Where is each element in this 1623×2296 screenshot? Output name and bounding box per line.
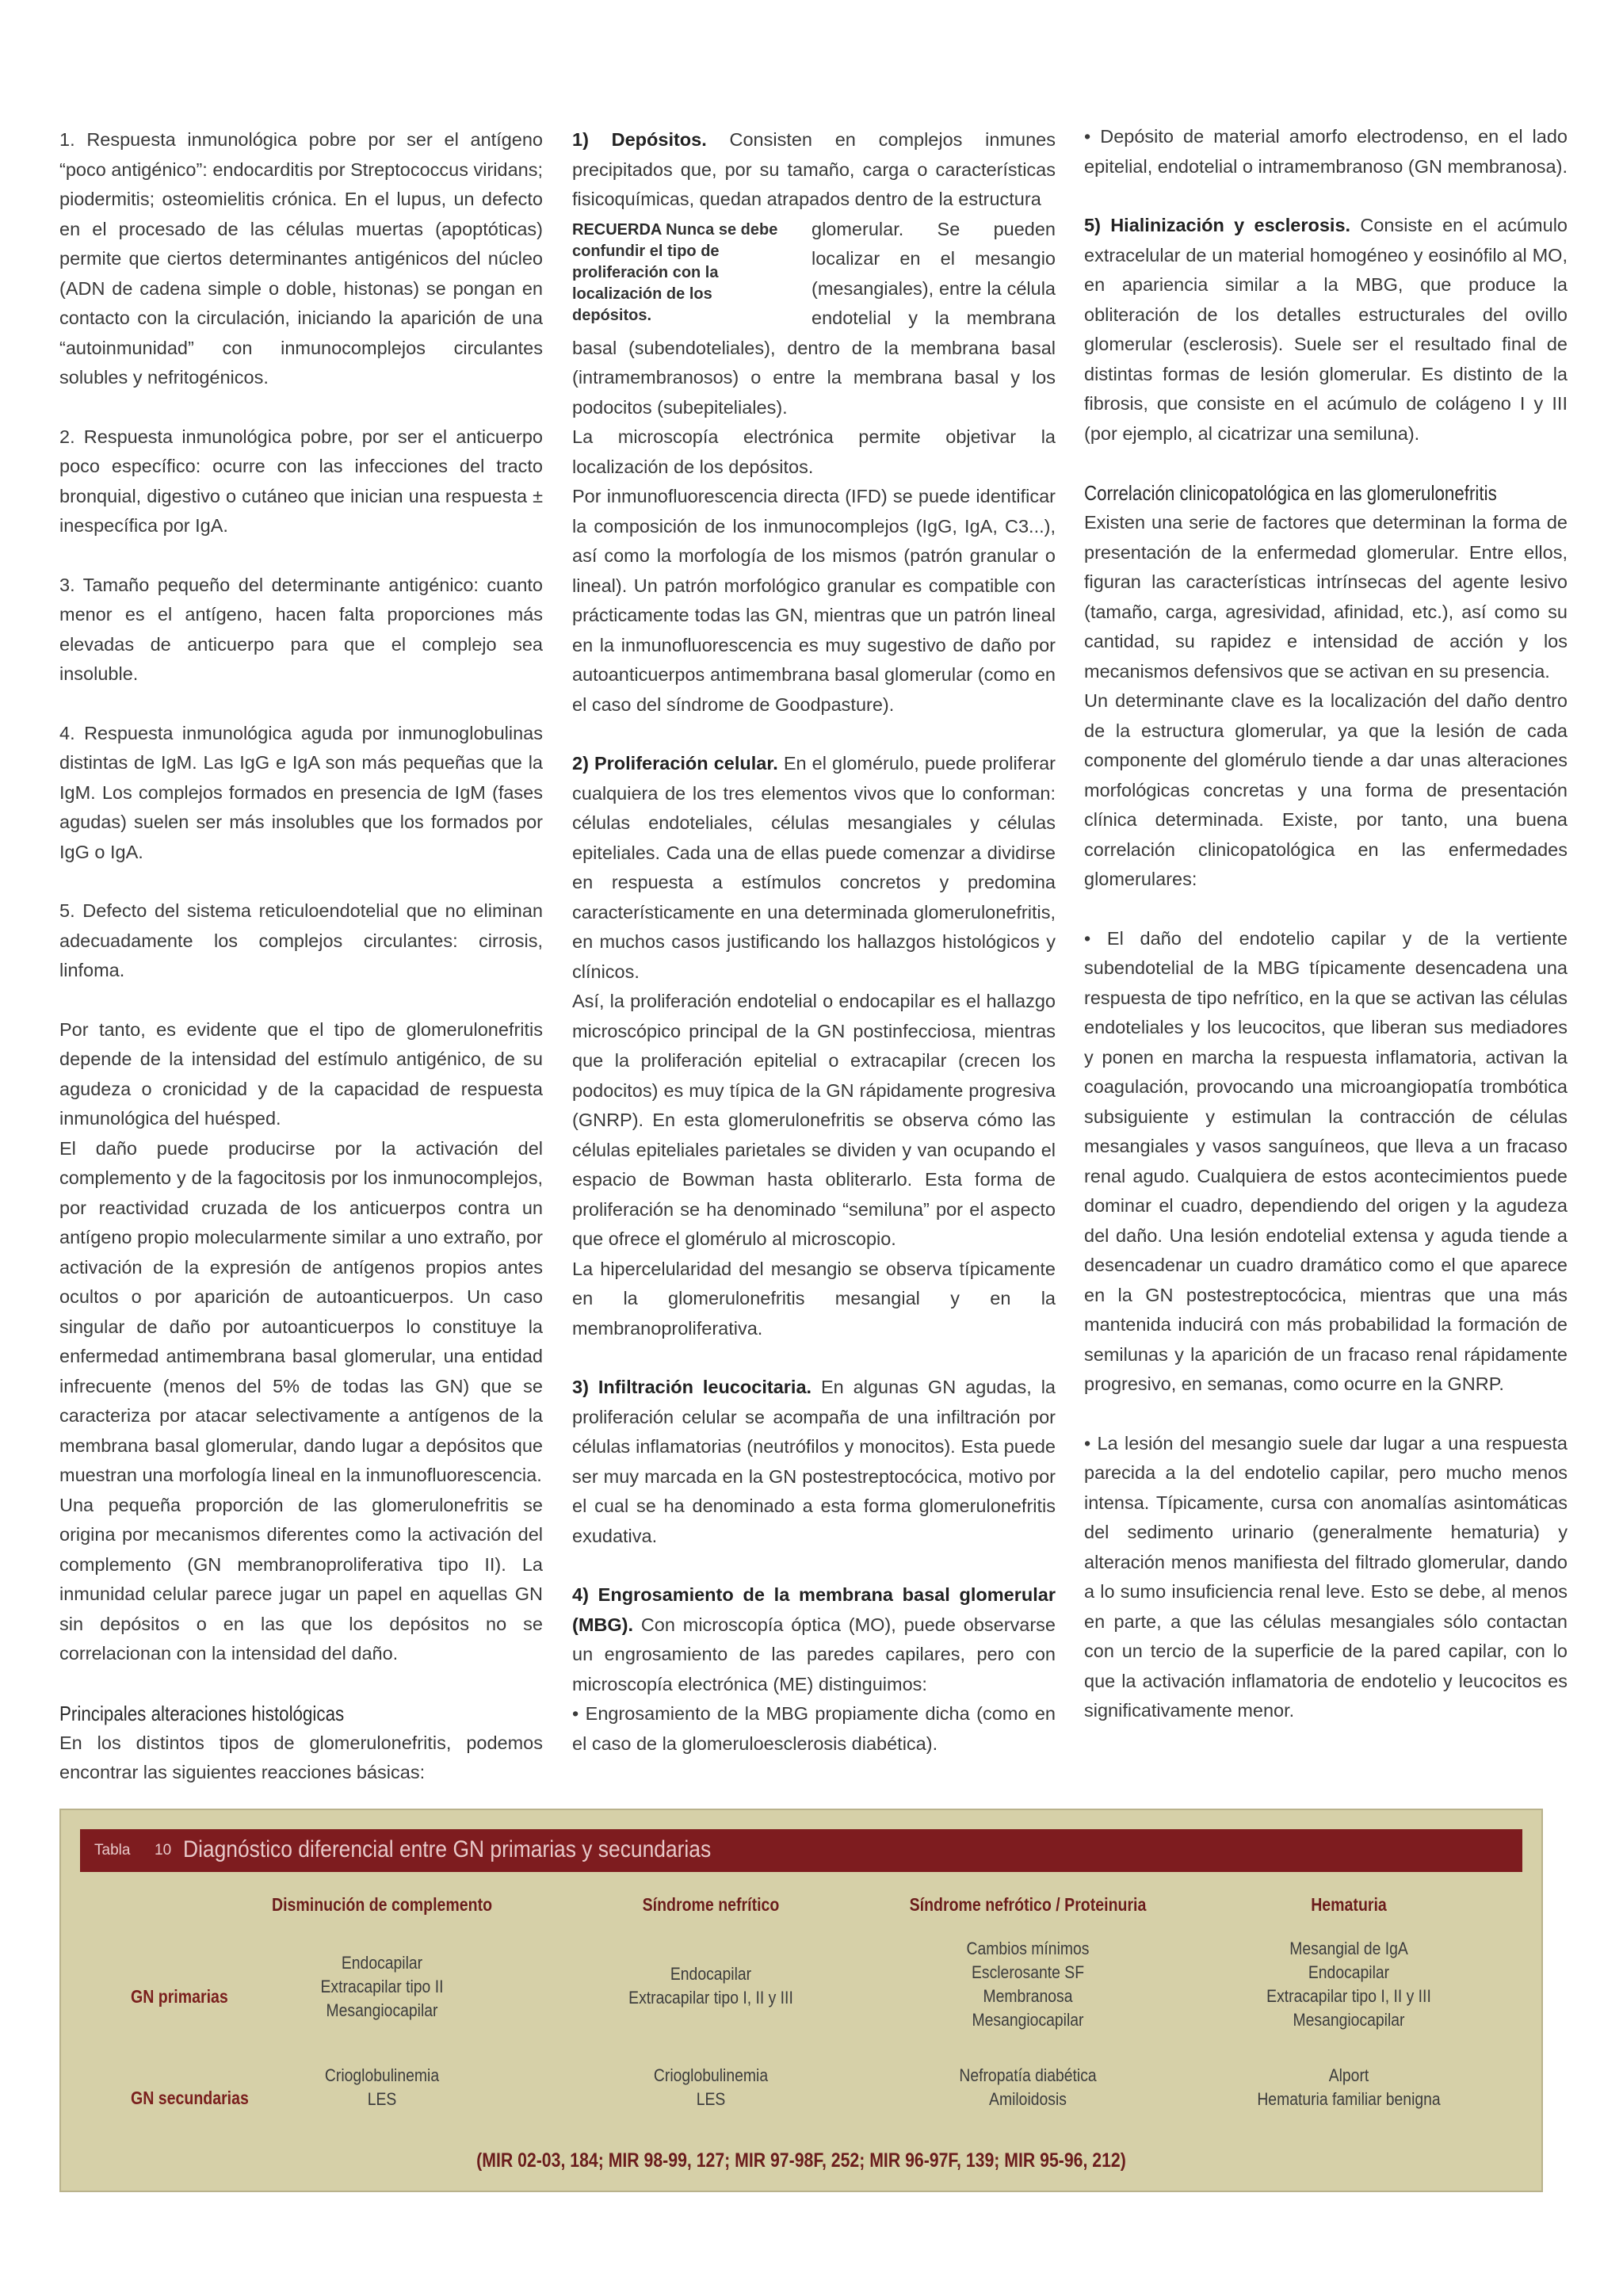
table-cell: Nefropatía diabética Amiloidosis (959, 2065, 1097, 2109)
paragraph: 5. Defecto del sistema reticuloendotelial que no eliminan adecuadamente los complejos circulantes: cirrosis, linfoma. (59, 900, 543, 980)
paragraph: La microscopía electrónica permite objetivar la localización de los depósitos. (572, 426, 1056, 477)
paragraph: 4. Respuesta inmunológica aguda por inmunoglobulinas distintas de IgM. Las IgG e IgA son más pequeñas que la IgM. Los complejos formados en presencia de IgM (fases agudas) suelen ser más insolubles que los formados por IgG o IgA. (59, 722, 543, 862)
paragraph-text: Con microscopía óptica (MO), puede observarse un engrosamiento de las paredes capilares, pero con microscopía electrónica (ME) distinguimos: (572, 1614, 1056, 1694)
paragraph: 1. Respuesta inmunológica pobre por ser el antígeno “poco antigénico”: endocarditis por Streptococcus viridans; piodermitis; osteomielitis crónica. En el lupus, un defecto en el procesado de las células muertas (apoptóticas) permite que ciertos determinantes antigénicos del núcleo (ADN de cadena simple o doble, histonas) se pongan en contacto con la circulación, iniciando la aparición de una “autoinmunidad” con inmunocomplejos circulantes solubles y nefritogénicos. (59, 129, 544, 388)
table-cell: Mesangial de IgA Endocapilar Extracapilar tipo I, II y III Mesangiocapilar (1266, 1939, 1431, 2030)
paragraph-infiltracion (572, 1373, 1056, 1551)
subheading: 5) Hialinización y esclerosis. (1084, 215, 1351, 235)
table-cell: Endocapilar Extracapilar tipo II Mesangiocapilar (320, 1953, 444, 2020)
paragraph: 3. Tamaño pequeño del determinante antigénico: cuanto menor es el antígeno, hacen falta proporciones más elevadas de anticuerpo para que el complejo sea insoluble. (59, 574, 543, 684)
paragraph: Una pequeña proporción de las glomerulonefritis se origina por mecanismos diferentes como la activación del complemento (GN membranoproliferativa tipo II). La inmunidad celular parece jugar un papel en aquellas GN sin depósitos o en las que los depósitos no se correlacionan con la intensidad del daño. (59, 1494, 543, 1664)
section-title: Correlación clinicopatológica en las glomerulonefritis (1084, 481, 1497, 505)
paragraph-text: Consisten en complejos inmunes precipitados que, por su tamaño, carga o características fisicoquímicas, quedan atrapados dentro de la estructura (572, 129, 1056, 209)
paragraph-text: Consiste en el acúmulo extracelular de un material homogéneo y eosinófilo al MO, en apariencia similar a la MBG, que produce la obliteración de los detalles estructurales del ovillo glomerular (esclerosis). Suele ser el resultado final de distintas formas de lesión glomerular. Es distinto de la fibrosis, que consiste en el acúmulo de colágeno I y III (por ejemplo, al cicatrizar una semiluna). (1084, 215, 1568, 444)
bullet-item: • Depósito de material amorfo electrodenso, en el lado epitelial, endotelial o intramembranoso (GN membranosa). (1084, 126, 1568, 177)
bullet-item: • La lesión del mesangio suele dar lugar a una respuesta parecida a la del endotelio capilar, pero mucho menos intensa. Típicamente, cursa con anomalías asintomáticas del sedimento urinario (generalmente hematuria) y alteración menos manifiesta del filtrado glomerular, dando a lo sumo insuficiencia renal leve. Esto se debe, al menos en parte, a que las células mesangiales sólo contactan con un tercio de la superficie de la pared capilar, con lo que la activación inflamatoria de endotelio y leucocitos es significativamente menor. (1084, 1432, 1568, 1721)
subheading: 2) Proliferación celular. (572, 753, 778, 774)
paragraph: En los distintos tipos de glomerulonefritis, podemos encontrar las siguientes reacciones básicas: (59, 1732, 543, 1782)
paragraph-text: En el glomérulo, puede proliferar cualquiera de los tres elementos vivos que lo conforman: células endoteliales, células mesangiales y células epiteliales. Cada una de ellas puede comenzar a dividirse en respuesta a estímulos concretos y predomina característicamente en una determinada glomerulonefritis, en muchos casos justificando los hallazgos histológicos y clínicos. (572, 753, 1056, 982)
table-number: 10 (155, 1842, 172, 1859)
table-cell: Crioglobulinemia LES (653, 2065, 769, 2109)
subheading: 1) Depósitos. (572, 129, 707, 150)
bullet-item: • El daño del endotelio capilar y de la vertiente subendotelial de la MBG típicamente desencadena una respuesta de tipo nefrítico, en la que se activan las células endoteliales y los leucocitos, que liberan sus mediadores y ponen en marcha la respuesta inflamatoria, activan la coagulación, provocando una microangiopatía trombótica subsiguiente y estimulan la contracción de células mesangiales y vasos sanguíneos, que lleva a un fracaso renal agudo. Cualquiera de estos acontecimientos puede dominar el cuadro, dependiendo del origen y la agudeza del daño. Una lesión endotelial extensa y aguda tiende a desencadenar un cuadro dramático como el que aparece en la GN postestreptocócica, mientras que una más mantenida inducirá con más probabilidad la formación de semilunas y la aparición de un fracaso renal rápidamente progresivo, en semanas, como ocurre en la GNRP. (1084, 927, 1568, 1394)
mir-references: (MIR 02-03, 184; MIR 98-99, 127; MIR 97-98F, 252; MIR 96-97F, 139; MIR 95-96, 212) (476, 2149, 1126, 2172)
subheading: 3) Infiltración leucocitaria. (572, 1377, 812, 1397)
paragraph: glomerular. Se pueden localizar en el mesangio (mesangiales), entre la célula endotelial y la membrana basal (subendoteliales), dentro de la membrana basal (intramembranosos) o entre la membrana basal y los podocitos (subepiteliales). (572, 218, 1056, 418)
table-cell: Alport Hematuria familiar benigna (1257, 2065, 1441, 2109)
section-title: Principales alteraciones histológicas (59, 1701, 345, 1725)
paragraph: 2. Respuesta inmunológica pobre, por ser el anticuerpo poco específico: ocurre con las infecciones del tracto bronquial, digestivo o cutáneo que inician una respuesta ± inespecífica por IgA. (59, 426, 543, 536)
recuerda-callout (572, 220, 794, 327)
column-header: Disminución de complemento (271, 1894, 493, 1915)
column-header: Hematuria (1311, 1894, 1387, 1915)
table-cell: Endocapilar Extracapilar tipo I, II y III (628, 1964, 793, 2008)
column-header: Síndrome nefrótico / Proteinuria (909, 1894, 1147, 1915)
table-title: Diagnóstico diferencial entre GN primarias y secundarias (183, 1836, 712, 1862)
row-label: GN secundarias (131, 2088, 249, 2108)
paragraph-hialinizacion (1084, 211, 1568, 449)
row-label: GN primarias (131, 1986, 228, 2007)
paragraph-engrosamiento (572, 1580, 1056, 1699)
column-header: Síndrome nefrítico (642, 1894, 780, 1915)
text-column-middle (572, 125, 1056, 1759)
table-title-bar (80, 1829, 1522, 1872)
paragraph: Existen una serie de factores que determinan la forma de presentación de la enfermedad glomerular. Entre ellos, figuran las características intrínsecas del agente lesivo (tamaño, carga, agresividad, afinidad, etc.), así como su cantidad, su rapidez e intensidad de acción y los mecanismos defensivos que se activan en su presencia. (1084, 512, 1568, 682)
paragraph: Por tanto, es evidente que el tipo de glomerulonefritis depende de la intensidad del estímulo antigénico, de su agudeza o cronicidad y de la capacidad de respuesta inmunológica del huésped. (59, 1018, 543, 1129)
subheading: 4) Engrosamiento de la membrana basal glomerular (MBG). (572, 1584, 1056, 1635)
table-cell: Cambios mínimos Esclerosante SF Membranosa Mesangiocapilar (966, 1939, 1090, 2030)
paragraph: La hipercelularidad del mesangio se observa típicamente en la glomerulonefritis mesangial y en la membranoproliferativa. (572, 1258, 1056, 1339)
table-label: Tabla (94, 1842, 131, 1859)
callout-text: Nunca se debe confundir el tipo de proliferación con la localización de los depósitos. (572, 220, 778, 324)
paragraph: Así, la proliferación endotelial o endocapilar es el hallazgo microscópico principal de la GN postinfecciosa, mientras que la proliferación epitelial o extracapilar (crecen los podocitos) es muy típica de la GN rápidamente progresiva (GNRP). En esta glomerulonefritis se observa cómo las células epiteliales parietales se dividen y van ocupando el espacio de Bowman hasta obliterarlo. Esta forma de proliferación se ha denominado “semiluna” por el aspecto que ofrece el glomérulo al microscopio. (572, 991, 1056, 1249)
paragraph-text: En algunas GN agudas, la proliferación celular se acompaña de una infiltración por células inflamatorias (neutrófilos y monocitos). Esta puede ser muy marcada en la GN postestreptocócica, motivo por el cual se ha denominado a esta forma glomerulonefritis exudativa. (572, 1377, 1056, 1546)
callout-key: RECUERDA (572, 220, 662, 239)
bullet-item: • Engrosamiento de la MBG propiamente dicha (como en el caso de la glomeruloesclerosis diabética). (572, 1703, 1056, 1754)
text-column-right (1084, 122, 1568, 1726)
paragraph-depositos (572, 125, 1056, 215)
text-column-left (59, 125, 543, 1788)
paragraph: Por inmunofluorescencia directa (IFD) se puede identificar la composición de los inmunocomplejos (IgG, IgA, C3...), así como la morfología de los mismos (patrón granular o lineal). Un patrón morfológico granular es compatible con prácticamente todas las GN, mientras que un patrón lineal en la inmunofluorescencia es muy sugestivo de daño por autoanticuerpos antimembrana basal glomerular (como en el caso del síndrome de Goodpasture). (572, 486, 1056, 715)
table-cell: Crioglobulinemia LES (324, 2065, 440, 2109)
differential-diagnosis-table (59, 1809, 1543, 2192)
paragraph: El daño puede producirse por la activación del complemento y de la fagocitosis por los inmunocomplejos, por reactividad cruzada de los anticuerpos contra un antígeno propio molecularmente similar a uno extraño, por activación de la expresión de antígenos propios antes ocultos o por aparición de autoanticuerpos. Un caso singular de daño por autoanticuerpos lo constituye la enfermedad antimembrana basal glomerular, una entidad infrecuente (menos del 5% de todas las GN) que se caracteriza por atacar selectivamente a antígenos de la membrana basal glomerular, dando lugar a depósitos que muestran una morfología lineal en la inmunofluorescencia. (59, 1137, 543, 1485)
paragraph-proliferacion (572, 749, 1056, 987)
paragraph: Un determinante clave es la localización del daño dentro de la estructura glomerular, ya que la lesión de cada componente del glomérulo tiende a dar unas alteraciones morfológicas concretas y una forma de presentación clínica determinada. Existe, por tanto, una buena correlación clinicopatológica en las enfermedades glomerulares: (1084, 690, 1568, 889)
